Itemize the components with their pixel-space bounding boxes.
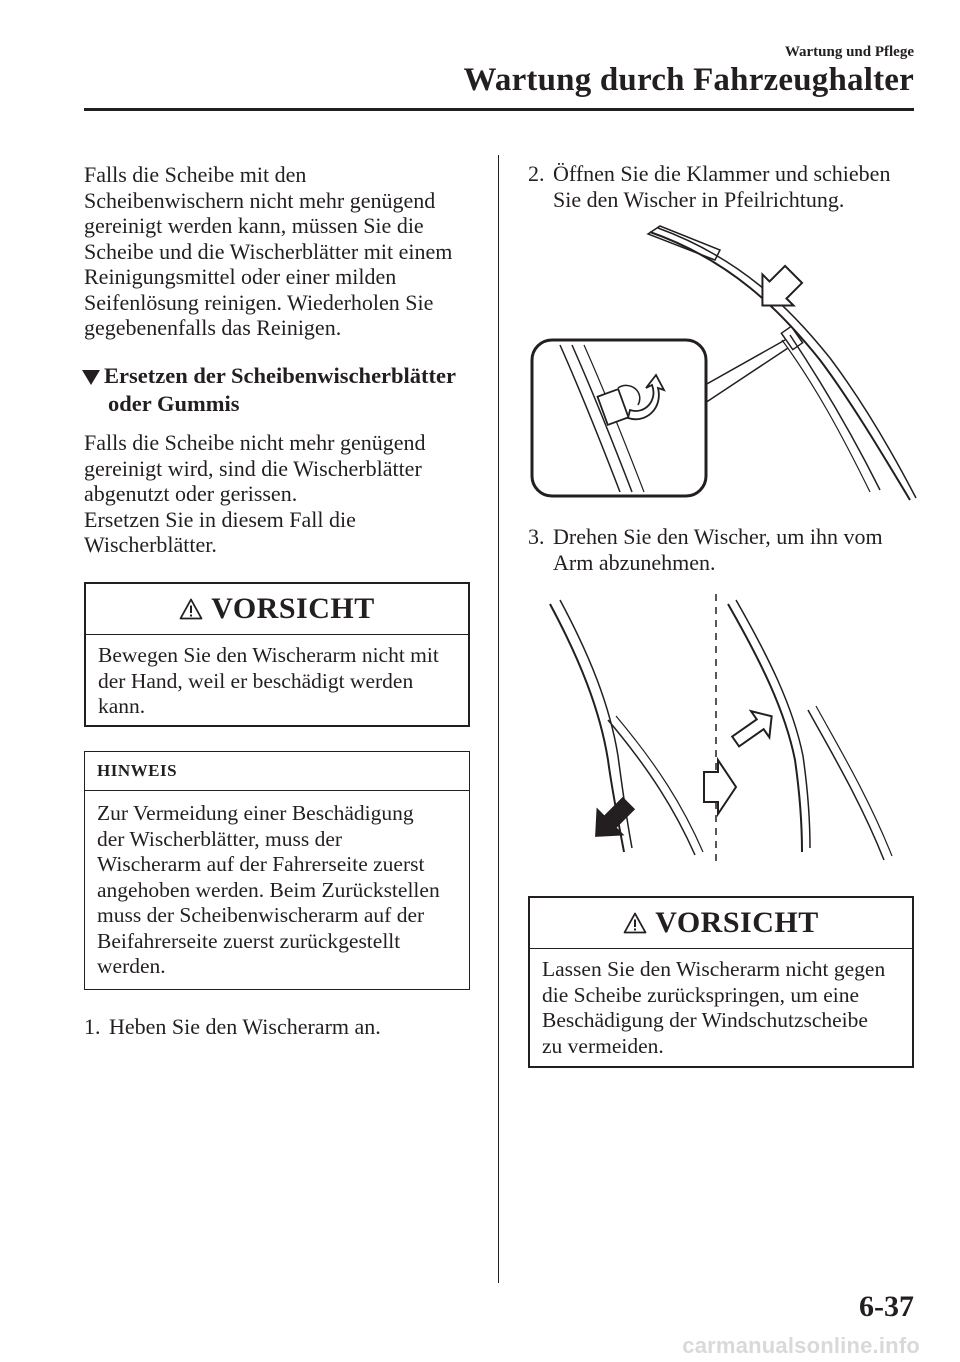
header-section-label: Wartung und Pflege (784, 44, 914, 60)
page-number: 6-37 (859, 1290, 914, 1323)
column-divider (498, 155, 499, 1283)
text-line: Falls die Scheibe nicht mehr genügend (84, 430, 426, 455)
step-1 (84, 1014, 484, 1040)
text-line: Reinigungsmittel oder einer milden (84, 264, 397, 289)
text-line: Zur Vermeidung einer Beschädigung (97, 801, 414, 825)
warning-triangle-icon (179, 598, 203, 620)
header-title: Wartung durch Fahrzeughalter (463, 62, 914, 98)
wiper-removal-illustration (540, 590, 920, 870)
caution-title: VORSICHT (655, 906, 819, 939)
section-body (84, 430, 484, 558)
footer-watermark: carmanualsonline.info (682, 1333, 920, 1358)
text-line: gereinigt werden kann, müssen Sie die (84, 213, 424, 238)
caution-body (530, 949, 912, 1069)
triangle-bullet-icon (82, 370, 100, 385)
text-line: Wischerblätter. (84, 532, 217, 557)
step-text: Öffnen Sie die Klammer und schieben (553, 161, 891, 186)
note-box (84, 751, 470, 990)
text-line: Bewegen Sie den Wischerarm nicht mit (98, 643, 439, 667)
step-text: Arm abzunehmen. (553, 549, 716, 575)
text-line: Scheibenwischern nicht mehr genügend (84, 187, 436, 213)
text-line: Seifenlösung reinigen. Wiederholen Sie (84, 289, 434, 315)
text-line: Beifahrerseite zuerst zurückgestellt (97, 928, 401, 953)
text-line: der Hand, weil er beschädigt werden (98, 668, 414, 693)
step-number: 3. (528, 524, 545, 549)
text-line: kann. (98, 694, 146, 718)
text-line: werden. (97, 954, 166, 978)
caution-title: VORSICHT (211, 592, 375, 625)
wiper-clip-illustration (520, 220, 920, 505)
text-line: abgenutzt oder gerissen. (84, 481, 298, 506)
text-line: muss der Scheibenwischerarm auf der (97, 903, 425, 927)
step-text: Drehen Sie den Wischer, um ihn vom (553, 524, 883, 549)
step-text: Heben Sie den Wischerarm an. (109, 1014, 381, 1039)
caution-header (530, 898, 912, 949)
text-line: Scheibe und die Wischerblätter mit einem (84, 238, 453, 264)
section-heading-line: oder Gummis (108, 391, 240, 416)
caution-body (86, 635, 468, 730)
text-line: Lassen Sie den Wischerarm nicht gegen (542, 957, 886, 981)
text-line: gereinigt wird, sind die Wischerblätter (84, 455, 422, 481)
warning-triangle-icon (623, 912, 647, 934)
step-text: Sie den Wischer in Pfeilrichtung. (553, 186, 845, 212)
text-line: zu vermeiden. (542, 1033, 664, 1058)
text-line: Beschädigung der Windschutzscheibe (542, 1008, 868, 1032)
text-line: Ersetzen Sie in diesem Fall die (84, 506, 356, 532)
text-line: die Scheibe zurückspringen, um eine (542, 982, 860, 1007)
step-3 (528, 524, 928, 575)
section-heading (84, 362, 484, 418)
section-heading-line: Ersetzen der Scheibenwischerblätter (104, 363, 457, 388)
text-line: Falls die Scheibe mit den (84, 162, 307, 187)
text-line: angehoben werden. Beim Zurückstellen (97, 877, 440, 902)
step-number: 2. (528, 161, 545, 186)
step-number: 1. (84, 1014, 101, 1039)
intro-paragraph (84, 162, 484, 341)
caution-box (84, 582, 470, 727)
caution-header (86, 584, 468, 635)
text-line: Wischerarm auf der Fahrerseite zuerst (97, 852, 425, 876)
caution-box (528, 896, 914, 1068)
step-2 (528, 161, 928, 212)
header-rule (84, 108, 914, 111)
note-body (85, 791, 469, 990)
text-line: der Wischerblätter, muss der (97, 826, 343, 851)
text-line: gegebenenfalls das Reinigen. (84, 315, 342, 340)
note-title: HINWEIS (85, 752, 469, 791)
